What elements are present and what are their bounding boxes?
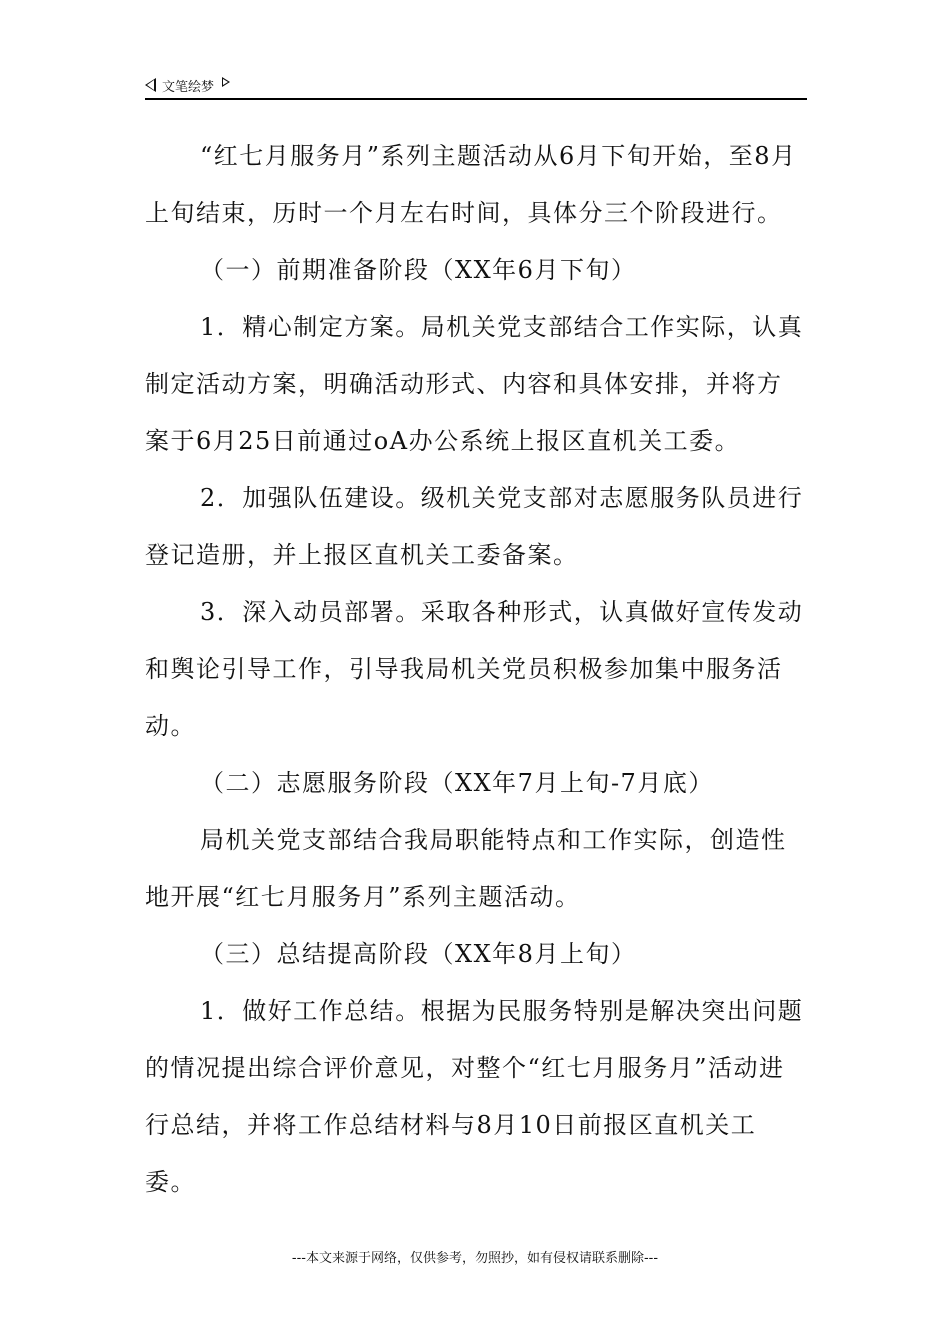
paragraph-stage-3-item-1: 1．做好工作总结。根据为民服务特别是解决突出问题的情况提出综合评价意见，对整个“红七月服务月”活动进行总结，并将工作总结材料与8月10日前报区直机关工委。 <box>145 997 804 1196</box>
footer-disclaimer: ---本文来源于网络，仅供参考，勿照抄，如有侵权请联系删除--- <box>291 1251 659 1266</box>
paragraph-stage-1-item-3: 3．深入动员部署。采取各种形式，认真做好宣传发动和舆论引导工作，引导我局机关党员积极参加集中服务活动。 <box>145 598 804 740</box>
paragraph-stage-1-item-2: 2．加强队伍建设。级机关党支部对志愿服务队员进行登记造册，并上报区直机关工委备案。 <box>145 484 804 569</box>
triangle-left-icon <box>145 78 156 92</box>
heading-stage-1: （一）前期准备阶段（XX年6月下旬） <box>200 256 637 284</box>
page-header <box>145 74 807 100</box>
triangle-right-icon <box>222 77 230 87</box>
header-bar <box>145 74 807 96</box>
heading-stage-3: （三）总结提高阶段（XX年8月上旬） <box>200 940 637 968</box>
header-title: 文笔绘梦 <box>162 79 215 95</box>
paragraph-intro: “红七月服务月”系列主题活动从6月下旬开始，至8月上旬结束，历时一个月左右时间，具体分三个阶段进行。 <box>145 142 797 227</box>
heading-stage-2: （二）志愿服务阶段（XX年7月上旬-7月底） <box>200 769 714 797</box>
document-body <box>145 128 807 1211</box>
paragraph-stage-2: 局机关党支部结合我局职能特点和工作实际，创造性地开展“红七月服务月”系列主题活动。 <box>145 826 787 911</box>
paragraph-stage-1-item-1: 1．精心制定方案。局机关党支部结合工作实际，认真制定活动方案，明确活动形式、内容和具体安排，并将方案于6月25日前通过oA办公系统上报区直机关工委。 <box>145 313 804 455</box>
